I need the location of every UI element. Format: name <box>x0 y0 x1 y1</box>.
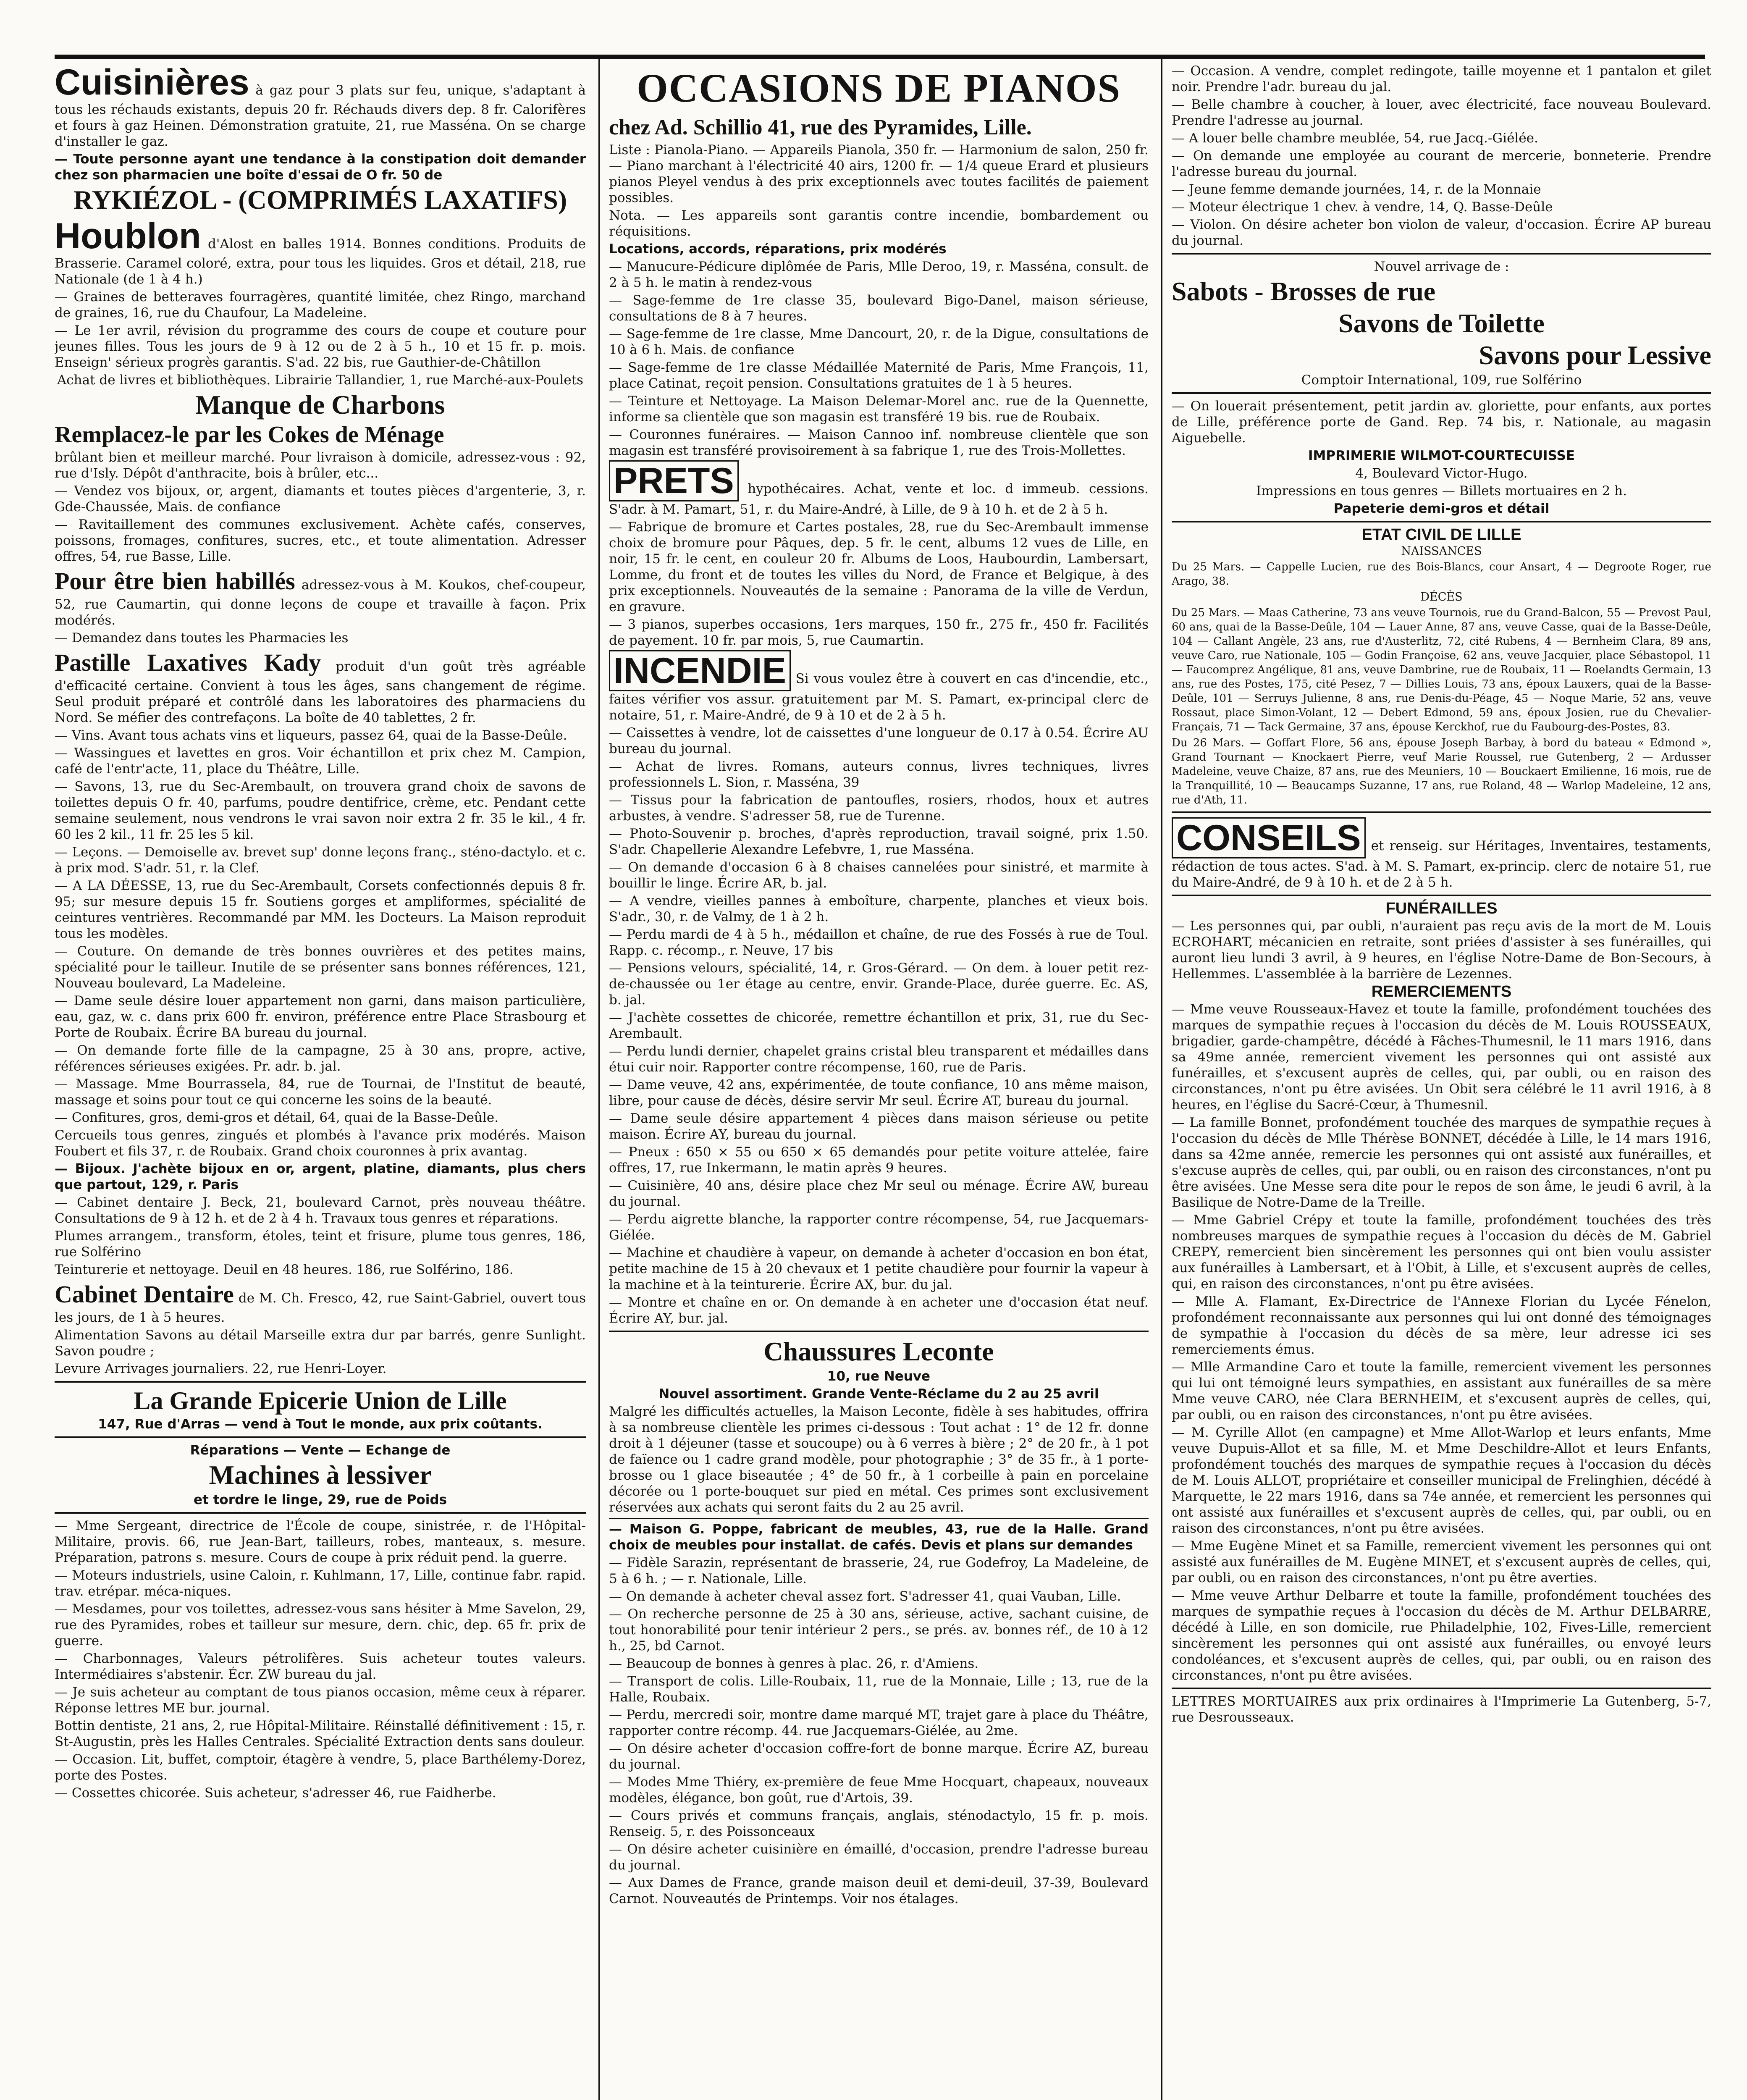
ad-tissus: — Tissus pour la fabrication de pantoufles, rosiers, rhodos, houx et autres arbustes, à vendre. S'adresser 58, rue de Turenne. <box>609 793 1149 824</box>
ad-achat-livres: — Achat de livres. Romans, auteurs connus, livres techniques, livres professionnels L. Sion, r. Masséna, 39 <box>609 759 1149 790</box>
ad-cossettes: — J'achète cossettes de chicorée, remettre échantillon et prix, 31, rue du Sec-Arembault. <box>609 1010 1149 1041</box>
ad-savons: — Savons, 13, rue du Sec-Arembault, on trouvera grand choix de savons de toilettes depuis O fr. 40, parfums, poudre dentifrice, crème, etc. Pendant cette semaine seulement, nous vendrons le vrai savon noir extra 2 fr. 35 le kil., 4 fr. 60 les 2 kil., 11 fr. 25 les 5 kil. <box>55 779 586 842</box>
divider <box>55 1381 586 1383</box>
ad-body: et renseig. sur Héritages, Inventaires, testaments, rédaction de tous actes. S'ad. à M. S. Pamart, ex-princip. clerc de notaire 51, rue du Maire-André, de 9 à 10 h. et de 2 à 5 h. <box>1172 838 1711 890</box>
remerciement-8: — Mme veuve Arthur Delbarre et toute la famille, profondément touchées des marques de sympathie reçues à l'occasion du décès de M. Arthur DELBARRE, décédé à Lille, en son domicile, rue Philadelphie, 102, Fives-Lille, remercient sincèrement les personnes qui ont assisté aux funérailles, ou envoyé leurs condoléances, et s'excusent auprès de celles, qui, par oubli, ou en raison des circonstances, n'ont pu être avisées. <box>1172 1588 1711 1683</box>
remerciement-6: — M. Cyrille Allot (en campagne) et Mme Allot-Warlop et leurs enfants, Mme veuve Dupuis-Allot et sa fille, M. et Mme Deschildre-Allot et leurs Enfants, profondément touchés des marques de sympathie reçues à l'occasion du décès de M. Louis ALLOT, propriétaire et conseiller municipal de Frelinghien, décédé à Marquette, le 22 mars 1916, dans sa 74e année, et remercient les personnes qui ont assisté aux funérailles et s'excusent auprès de celles, qui, par oubli, ou en raison des circonstances, n'ont pu être avisées. <box>1172 1425 1711 1536</box>
ad-prets <box>609 460 1149 517</box>
etat-civil-heading: ETAT CIVIL DE LILLE <box>1361 526 1521 543</box>
ad-cokes-heading: Remplacez-le par les Cokes de Ménage <box>55 422 444 448</box>
ad-pharmacies: — Demandez dans toutes les Pharmacies les <box>55 630 349 646</box>
ad-cours: — Cours privés et communs français, anglais, sténodactylo, 15 fr. p. mois. Renseig. 5, r. des Poissonceaux <box>609 1808 1149 1839</box>
ad-body: Si vous voulez être à couvert en cas d'incendie, etc., faites vérifier vos assur. gratuitement par M. S. Pamart, ex-principal clerc de notaire, 51, r. Maire-André, de 9 à 10 et de 2 à 5 h. <box>609 671 1149 723</box>
ad-sage-femme-2: — Sage-femme de 1re classe, Mme Dancourt, 20, r. de la Digue, consultations de 10 à 6 h. Mais. de confiance <box>609 326 1149 357</box>
ad-levure: Levure Arrivages journaliers. 22, rue Henri-Loyer. <box>55 1361 387 1376</box>
ad-body: de M. Ch. Fresco, 42, rue Saint-Gabriel, ouvert tous les jours, de 1 à 5 heures. <box>55 1291 586 1325</box>
ad-personne: — On recherche personne de 25 à 30 ans, sérieuse, active, sachant cuisine, de tout honorabilité pour tenir intérieur 2 pers., se prés. av. bonnes réf., de 10 à 12 h., 25, bd Carnot. <box>609 1606 1149 1654</box>
ad-body: adressez-vous à M. Koukos, chef-coupeur, 52, rue Caumartin, qui donne leçons de coupe et travaille à façon. Prix modérés. <box>55 578 586 628</box>
ad-body: produit d'un goût très agréable d'efficacité certaine. Convient à tous les âges, sans changement de régime. Seul produit préparé et contrôlé dans les laboratoires des pharmaciens du Nord. Se méfier des contrefaçons. La boîte de 40 tablettes, 2 fr. <box>55 659 586 725</box>
divider <box>55 1512 586 1514</box>
ad-epicerie-heading: La Grande Epicerie Union de Lille <box>134 1387 507 1415</box>
ad-charbons-heading: Manque de Charbons <box>195 390 445 420</box>
ad-bijoux: — Vendez vos bijoux, or, argent, diamants et toutes pièces d'argenterie, 3, r. Gde-Chaussée, Mais. de confiance <box>55 483 586 514</box>
ad-pianos-3: — 3 pianos, superbes occasions, 1ers marques, 150 fr., 275 fr., 450 fr. Facilités de payement. 10 fr. par mois, 5, rue Caumartin. <box>609 617 1149 648</box>
ad-coffre: — On désire acheter d'occasion coffre-fort de bonne marque. Écrire AZ, bureau du journal. <box>609 1741 1149 1772</box>
divider <box>1172 253 1711 255</box>
ad-habilles <box>55 566 586 628</box>
ad-body: hypothécaires. Achat, vente et loc. d immeub. cessions. S'adr. à M. Pamart, 51, r. du Maire-André, à Lille, de 9 à 10 h. et de 2 à 5 h. <box>609 481 1149 517</box>
ad-moteurs: — Moteurs industriels, usine Caloin, r. Kuhlmann, 17, Lille, continue fabr. rapid. trav. etrépar. méca-niques. <box>55 1568 586 1599</box>
ad-dame: — Dame seule désire louer appartement non garni, dans maison particulière, eau, gaz, w. c. dans prix 600 fr. environ, préférence entre Place Strasbourg et Porte de Roubaix. Écrire BA bureau du journal. <box>55 993 586 1040</box>
ad-cossettes: — Cossettes chicorée. Suis acheteur, s'adresser 46, rue Faidherbe. <box>55 1785 496 1801</box>
ad-manucure: — Manucure-Pédicure diplômée de Paris, Mlle Deroo, 19, r. Masséna, consult. de 2 à 5 h. le matin à rendez-vous <box>609 259 1149 290</box>
ad-couture: — Couture. On demande de très bonnes ouvrières et des petites mains, spécialité pour le tailleur. Inutile de se présenter sans bonnes références, 121, Nouveau boulevard, La Madeleine. <box>55 944 586 991</box>
ad-mesdames: — Mesdames, pour vos toilettes, adressez-vous sans hésiter à Mme Savelon, 29, rue des Pyramides, robes et tailleur sur mesure, dern. chic, dep. 65 fr. prix de guerre. <box>55 1601 586 1648</box>
deces-list-25: Du 25 Mars. — Maas Catherine, 73 ans veuve Tournois, rue du Grand-Balcon, 55 — Prevost Paul, 60 ans, quai de la Basse-Deûle, 104 — Lauer Anne, 87 ans, veuve Casse, quai de la Basse-Deûle, 104 — Callant Angèle, 23 ans, rue d'Austerlitz, 72, cité Rubens, 4 — Bernheim Clara, 89 ans, veuve Caro, rue Nationale, 105 — Godin Françoise, 62 ans, veuve Jacquier, place Sébastopol, 11 — Faucomprez Angélique, 81 ans, veuve Dambrine, rue de Roubaix, 11 — Roelandts Germain, 13 ans, rue des Postes, 175, cité Pesez, 7 — Dillies Louis, 73 ans, époux Lauxers, quai de la Basse-Deûle, 101 — Serruys Julienne, 8 ans, rue Denis-du-Péage, 45 — Noque Marie, 52 ans, veuve Rossaut, place Simon-Volant, 12 — Debert Edmond, 59 ans, époux Josien, rue du Chevalier-Français, 71 — Tack Germaine, 37 ans, épouse Kerckhof, rue du Faubourg-des-Postes, 83. <box>1172 606 1711 733</box>
remerciement-7: — Mme Eugène Minet et sa Famille, remercient vivement les personnes qui ont assisté aux funérailles de M. Eugène MINET, et s'excusent auprès de celles, qui, par oubli, ou en raison des circonstances, n'ont pu être averties. <box>1172 1538 1711 1586</box>
ad-moteur: — Moteur électrique 1 chev. à vendre, 14, Q. Basse-Deûle <box>1172 200 1553 215</box>
ad-sarazin: — Fidèle Sarazin, représentant de brasserie, 24, rue Godefroy, La Madeleine, de 5 à 6 h. ; — r. Nationale, Lille. <box>609 1555 1149 1586</box>
divider <box>1172 392 1711 394</box>
deces-heading: DÉCÈS <box>1420 591 1463 604</box>
ad-employee: — On demande une employée au courant de mercerie, bonneterie. Prendre l'adresse bureau du journal. <box>1172 148 1711 179</box>
ad-locations: Locations, accords, réparations, prix modérés <box>609 242 947 257</box>
ad-teinturerie: Teinturerie et nettoyage. Deuil en 48 heures. 186, rue Solférino, 186. <box>55 1262 514 1277</box>
funerailles-heading: FUNÉRAILLES <box>1385 900 1498 917</box>
ad-body: à gaz pour 3 plats sur feu, unique, s'adaptant à tous les réchauds existants, depuis 20 fr. Réchauds divers dep. 8 fr. Calorifères et fours à gaz Heinen. Démonstration gratuite, 21, rue Masséna. On se charge d'installer le gaz. <box>55 83 586 149</box>
ad-chaussures-address: 10, rue Neuve <box>827 1369 931 1384</box>
ad-cokes-body: brûlant bien et meilleur marché. Pour livraison à domicile, adressez-vous : 92, rue d'Isly. Dépôt d'anthracite, bois à brûler, etc... <box>55 450 586 481</box>
ad-houblon <box>55 217 586 287</box>
ad-bijoux-2: — Bijoux. J'achète bijoux en or, argent, platine, diamants, plus chers que partout, 129, r. Paris <box>55 1161 586 1192</box>
ad-perdu-4: — Perdu, mercredi soir, montre dame marqué MT, trajet gare à place du Théâtre, rapporter contre récomp. 44. rue Jacquemars-Giélée, au 2me. <box>609 1707 1149 1738</box>
ad-chambre: — Belle chambre à coucher, à louer, avec électricité, face nouveau Boulevard. Prendre l'adresse au journal. <box>1172 97 1711 128</box>
ad-violon: — Violon. On désire acheter bon violon de valeur, d'occasion. Écrire AP bureau du journal. <box>1172 217 1711 248</box>
ad-modes: — Modes Mme Thiéry, ex-première de feue Mme Hocquart, chapeaux, nouveaux modèles, élégance, bon goût, rue d'Artois, 39. <box>609 1774 1149 1806</box>
ad-perdu-3: — Perdu aigrette blanche, la rapporter contre récompense, 54, rue Jacquemars-Giélée. <box>609 1212 1149 1243</box>
deces-list-26: Du 26 Mars. — Goffart Flore, 56 ans, épouse Joseph Barbay, à bord du bateau « Edmond », Grand Tournant — Knockaert Pierre, veuf Marie Roussel, rue Gutenberg, 2 — Ardusser Madeleine, veuve Chaize, 87 ans, rue des Meuniers, 10 — Bouckaert Emilienne, 16 mois, rue de la Tranquillité, 10 — Beaucamps Suzanne, 17 ans, rue Roland, 48 — Warlop Madeleine, 12 ans, rue d'Ath, 11. <box>1172 737 1711 806</box>
ad-beaucoup: — Beaucoup de bonnes à genres à plac. 26, r. d'Amiens. <box>609 1656 979 1671</box>
ad-perdu-1: — Perdu mardi de 4 à 5 h., médaillon et chaîne, de rue des Fossés à rue de Toul. Rapp. c. récomp., r. Neuve, 17 bis <box>609 927 1149 958</box>
ad-reparations: Réparations — Vente — Echange de <box>190 1443 451 1458</box>
ad-machines-body: et tordre le linge, 29, rue de Poids <box>193 1492 447 1507</box>
ad-body: d'Alost en balles 1914. Bonnes conditions. Produits de Brasserie. Caramel coloré, extra, pour tous les liquides. Gros et détail, 218, rue Nationale (de 1 à 4 h.) <box>55 236 586 287</box>
ad-heading: CONSEILS <box>1172 817 1366 858</box>
ad-schillio: chez Ad. Schillio 41, rue des Pyramides, Lille. <box>609 116 1032 139</box>
ad-kady <box>55 648 586 726</box>
ad-pneux: — Pneux : 650 × 55 ou 650 × 65 demandés pour petite voiture attelée, faire offres, 17, rue Inkermann, le matin après 9 heures. <box>609 1144 1149 1176</box>
ad-pianos-heading: OCCASIONS DE PIANOS <box>637 66 1121 110</box>
ad-sage-femme-3: — Sage-femme de 1re classe Médaillée Maternité de Paris, Mme François, 11, place Catinat, reçoit pension. Consultations gratuites de 1 à 5 heures. <box>609 360 1149 391</box>
ad-papeterie: Papeterie demi-gros et détail <box>1333 501 1550 516</box>
ad-sabots-intro: Nouvel arrivage de : <box>1374 259 1509 274</box>
ad-pianos-body: Liste : Pianola-Piano. — Appareils Pianola, 350 fr. — Harmonium de salon, 250 fr. — Piano marchant à l'électricité 40 airs, 1200 fr. — 1/4 queue Erard et plusieurs pianos Pleyel vendus à des prix exceptionnels avec toutes facilités de paiement possibles. <box>609 142 1149 205</box>
ad-deesse: — A LA DÉESSE, 13, rue du Sec-Arembault, Corsets confectionnés depuis 8 fr. 95; sur mesure depuis 15 fr. Soutiens gorges et ampliformes, spécialité de ceintures ventrières. Recommandé par MM. les Docteurs. La Maison reproduit tous les modèles. <box>55 878 586 941</box>
ad-montre: — Montre et chaîne en or. On demande à en acheter une d'occasion état neuf. Écrire AY, bur. jal. <box>609 1295 1149 1326</box>
ad-confitures: — Confitures, gros, demi-gros et détail, 64, quai de la Basse-Deûle. <box>55 1110 499 1125</box>
ad-heading: PRETS <box>609 460 739 501</box>
column-2 <box>598 59 1149 2100</box>
remerciements-heading: REMERCIEMENTS <box>1371 983 1512 1000</box>
funerailles-body: — Les personnes qui, par oubli, n'auraient pas reçu avis de la mort de M. Louis ECROHART, mécanicien en retraite, sont priées d'assister à ses funérailles, qui auront lieu lundi 3 avril, à 9 heures, en l'église Notre-Dame de Bon-Secours, à Hellemmes. L'assemblée à la barrière de Lezennes. <box>1172 919 1711 982</box>
ad-plumes: Plumes arrangem., transform, étoles, teint et frisure, plume tous genres, 186, rue Solférino <box>55 1228 586 1260</box>
ad-nota: Nota. — Les appareils sont garantis contre incendie, bombardement ou réquisitions. <box>609 208 1149 239</box>
remerciement-4: — Mlle A. Flamant, Ex-Directrice de l'Annexe Florian du Lycée Fénelon, profondément reconnaissante aux personnes qui lui ont donné des témoignages de sympathie à l'occasion du décès de sa mère, leur adresse ici ses remerciements émus. <box>1172 1294 1711 1357</box>
naissances-list: Du 25 Mars. — Cappelle Lucien, rue des Bois-Blancs, cour Ansart, 4 — Degroote Roger, rue Arago, 38. <box>1172 561 1711 588</box>
ad-wassingues: — Wassingues et lavettes en gros. Voir échantillon et prix chez M. Campion, café de l'entr'acte, 11, place du Théâtre, Lille. <box>55 746 586 777</box>
columns <box>55 55 1711 2100</box>
ad-dame-seule: — Dame seule désire appartement 4 pièces dans maison sérieuse ou petite maison. Écrire AY, bureau du journal. <box>609 1111 1149 1142</box>
ad-alimentation: Alimentation Savons au détail Marseille extra dur par barrés, genre Sunlight. Savon poudre ; <box>55 1328 586 1359</box>
column-1 <box>55 59 586 2100</box>
ad-cheval: — On demande à acheter cheval assez fort. S'adresser 41, quai Vauban, Lille. <box>609 1589 1121 1604</box>
ad-louer: — A louer belle chambre meublée, 54, rue Jacq.-Giélée. <box>1172 131 1538 146</box>
ad-incendie <box>609 650 1149 723</box>
ad-lettres-mortuaires: LETTRES MORTUAIRES aux prix ordinaires à l'Imprimerie La Gutenberg, 5-7, rue Desrousseaux. <box>1172 1694 1711 1725</box>
ad-revision: — Le 1er avril, révision du programme des cours de coupe et couture pour jeunes filles. Tous les jours de 9 à 12 ou de 2 à 5 h., 10 et 15 fr. p. mois. Enseign' sérieux progrès garantis. S'ad. 22 bis, rue Gauthier-de-Châtillon <box>55 323 586 370</box>
ad-epicerie-body: 147, Rue d'Arras — vend à Tout le monde, aux prix coûtants. <box>98 1417 543 1432</box>
ad-heading: Houblon <box>55 216 201 256</box>
ad-occasion-lit: — Occasion. Lit, buffet, comptoir, étagère à vendre, 5, place Barthélemy-Dorez, porte des Postes. <box>55 1752 586 1783</box>
ad-machines-heading: Machines à lessiver <box>209 1460 432 1490</box>
ad-savons-lessive: Savons pour Lessive <box>1479 340 1711 370</box>
ad-heading: Pastille Laxatives Kady <box>55 649 321 676</box>
ad-couronnes: — Couronnes funéraires. — Maison Cannoo inf. nombreuse clientèle que son magasin est transféré provisoirement à sa fabrique 1, rue des Trois-Mollettes. <box>609 427 1149 458</box>
ad-vendre: — A vendre, vieilles pannes à emboîture, charpente, planches et vieux bois. S'adr., 30, r. de Valmy, de 1 à 2 h. <box>609 893 1149 924</box>
ad-graines: — Graines de betteraves fourragères, quantité limitée, chez Ringo, marchand de graines, 16, rue du Chaufour, La Madeleine. <box>55 289 586 320</box>
divider <box>1172 811 1711 813</box>
ad-cabinet-fresco <box>55 1279 586 1326</box>
ad-fabrique: — Fabrique de bromure et Cartes postales, 28, rue du Sec-Arembault immense choix de bromure pour Pâques, dep. 5 fr. le cent, albums 12 vues de Lille, en noir, 15 fr. le cent, en couleur 20 fr. Albums de Loos, Haubourdin, Lambersart, Lomme, du front et de toutes les villes du Nord, de France et Belgique, à des prix exceptionnels. Nouveautés de la semaine : Panorama de la ville de Verdun, en gravure. <box>609 520 1149 614</box>
ad-constipation: — Toute personne ayant une tendance à la constipation doit demander chez son pharmacien une boîte d'essai de O fr. 50 de <box>55 152 586 183</box>
ad-piano-achat: — Je suis acheteur au comptant de tous pianos occasion, même ceux à réparer. Réponse lettres ME bur. journal. <box>55 1685 586 1716</box>
ad-cuisiniere-2: — On désire acheter cuisinière en émaillé, d'occasion, prendre l'adresse bureau du journal. <box>609 1842 1149 1873</box>
ad-impressions: Impressions en tous genres — Billets mortuaires en 2 h. <box>1256 483 1627 499</box>
ad-charbonnages: — Charbonnages, Valeurs pétrolifères. Suis acheteur toutes valeurs. Intermédiaires s'abstenir. Écr. ZW bureau du jal. <box>55 1651 586 1682</box>
ad-louerait: — On louerait présentement, petit jardin av. gloriette, pour enfants, aux portes de Lille, préférence porte de Gand. Rep. 74 bis, r. Nationale, au magasin Aiguebelle. <box>1172 399 1711 446</box>
ad-cuisinieres <box>55 63 586 150</box>
ad-achat-livres: Achat de livres et bibliothèques. Librairie Tallandier, 1, rue Marché-aux-Poulets <box>57 373 584 388</box>
remerciement-3: — Mme Gabriel Crépy et toute la famille, profondément touchées des très nombreuses marques de sympathie reçues à l'occasion du décès de M. Gabriel CREPY, remercient bien sincèrement les personnes qui ont bien voulu assister aux funérailles à Lambersart, et à l'Obit, à Lille, et s'excusent auprès de celles, qui, en raison des circonstances, n'ont pu être avisées. <box>1172 1213 1711 1292</box>
divider <box>1172 1688 1711 1689</box>
naissances-heading: NAISSANCES <box>1401 545 1482 558</box>
ad-sabots: Sabots - Brosses de rue <box>1172 276 1436 306</box>
ad-sage-femme-1: — Sage-femme de 1re classe 35, boulevard Bigo-Danel, maison sérieuse, consultations de 8 à 7 heures. <box>609 293 1149 324</box>
ad-chaises: — On demande d'occasion 6 à 8 chaises cannelées pour sinistré, et marmite à bouillir le linge. Écrire AR, b. jal. <box>609 860 1149 891</box>
ad-machine: — Machine et chaudière à vapeur, on demande à acheter d'occasion en bon état, petite machine de 15 à 20 chevaux et 1 petite chaudière pour fournir la vapeur à la machine et à la teinturerie. Écrire AX, bur. du jal. <box>609 1245 1149 1292</box>
divider <box>609 1518 1149 1519</box>
ad-cuisiniere: — Cuisinière, 40 ans, désire place chez Mr seul ou ménage. Écrire AW, bureau du journal. <box>609 1178 1149 1209</box>
ad-dame-veuve: — Dame veuve, 42 ans, expérimentée, de toute confiance, 10 ans même maison, libre, pour cause de décès, désire servir Mr seul. Écrire AT, bureau du journal. <box>609 1077 1149 1108</box>
ad-pensions: — Pensions velours, spécialité, 14, r. Gros-Gérard. — On dem. à louer petit rez-de-chaussée ou 1er étage au centre, envir. Grande-Place, durée guerre. Ec. AS, b. jal. <box>609 961 1149 1008</box>
ad-jeune: — Jeune femme demande journées, 14, r. de la Monnaie <box>1172 182 1541 197</box>
ad-chaussures-sub: Nouvel assortiment. Grande Vente-Réclame du 2 au 25 avril <box>658 1386 1099 1402</box>
ad-heading: Cabinet Dentaire <box>55 1281 234 1308</box>
ad-cercueils: Cercueils tous genres, zingués et plombés à l'avance prix modérés. Maison Foubert et fils 37, r. de Roubaix. Grand choix couronnes à prix avantag. <box>55 1128 586 1159</box>
ad-heading: Cuisinières <box>55 62 249 102</box>
divider <box>1172 521 1711 522</box>
ad-photo: — Photo-Souvenir p. broches, d'après reproduction, travail soigné, prix 1.50. S'adr. Chapellerie Alexandre Lefebvre, 1, rue Masséna. <box>609 826 1149 857</box>
remerciement-1: — Mme veuve Rousseaux-Havez et toute la famille, profondément touchées des marques de sympathie reçues à l'occasion du décès de M. Louis ROUSSEAUX, brigadier, garde-champêtre, décédé à Fâches-Thumesnil, le 11 mars 1916, dans sa 49me année, remercient vivement les personnes qui ont assisté aux funérailles, et s'excusent auprès de celles, qui, par oubli, ou en raison des circonstances, n'ont pu être avisées. Un Obit sera célébré le 11 avril 1916, à 8 heures, en l'église du Sacré-Cœur, à Thumesnil. <box>1172 1002 1711 1113</box>
ad-comptoir: Comptoir International, 109, rue Solférino <box>1301 373 1582 388</box>
ad-conseils <box>1172 817 1711 890</box>
ad-forte-fille: — On demande forte fille de la campagne, 25 à 30 ans, propre, active, références sérieuses exigées. Pr. adr. b. jal. <box>55 1043 586 1074</box>
ad-occasion: — Occasion. A vendre, complet redingote, taille moyenne et 1 pantalon et gilet noir. Prendre l'adr. bureau du jal. <box>1172 63 1711 94</box>
ad-lecons: — Leçons. — Demoiselle av. brevet sup' donne leçons franç., sténo-dactylo. et c. à prix mod. S'adr. 51, r. la Clef. <box>55 845 586 876</box>
ad-sergeant: — Mme Sergeant, directrice de l'École de coupe, sinistrée, r. de l'Hôpital-Militaire, provis. 66, rue Jean-Bart, tailleurs, robes, manteaux, s. mesure. Préparation, patrons s. mesure. Cours de coupe à prix réduit pend. la guerre. <box>55 1518 586 1565</box>
column-3 <box>1161 59 1711 2100</box>
divider <box>1172 895 1711 896</box>
ad-vins: — Vins. Avant tous achats vins et liqueurs, passez 64, quai de la Basse-Deûle. <box>55 728 567 743</box>
ad-cabinet-dentaire: — Cabinet dentaire J. Beck, 21, boulevard Carnot, près nouveau théâtre. Consultations de 9 à 12 h. et de 2 à 4 h. Travaux tous genres et réparations. <box>55 1195 586 1226</box>
divider <box>609 1331 1149 1332</box>
ad-caissettes: — Caissettes à vendre, lot de caissettes d'une longueur de 0.17 à 0.54. Écrire AU bureau du journal. <box>609 725 1149 756</box>
remerciement-5: — Mlle Armandine Caro et toute la famille, remercient vivement les personnes qui lui ont témoigné leurs sympathies, en assistant aux funérailles de sa mère Mme veuve CARO, née Clara BERNHEIM, et s'excusent auprès de celles, qui, par oubli, ou en raison des circonstances, n'ont pu être avisées. <box>1172 1360 1711 1423</box>
ad-ravitaillement: — Ravitaillement des communes exclusivement. Achète cafés, conserves, poissons, fromages, confitures, sucres, etc., et toute alimentation. Adresser offres, 54, rue Basse, Lille. <box>55 517 586 564</box>
ad-poppe: — Maison G. Poppe, fabricant de meubles, 43, rue de la Halle. Grand choix de meubles pour installat. de cafés. Devis et plans sur demandes <box>609 1522 1149 1553</box>
ad-bottin: Bottin dentiste, 21 ans, 2, rue Hôpital-Militaire. Réinstallé définitivement : 15, r. St-Augustin, près les Halles Centrales. Spécialité Extraction dents sans douleur. <box>55 1718 586 1749</box>
ad-chaussures-heading: Chaussures Leconte <box>763 1336 994 1366</box>
divider <box>55 1436 586 1438</box>
ad-transport: — Transport de colis. Lille-Roubaix, 11, rue de la Monnaie, Lille ; 13, rue de la Halle, Roubaix. <box>609 1674 1149 1705</box>
ad-chaussures-body: Malgré les difficultés actuelles, la Maison Leconte, fidèle à ses habitudes, offrira à sa nombreuse clientèle les primes ci-dessous : Tout achat : 1° de 12 fr. donne droit à 1 déjeuner (tasse et soucoupe) ou à 6 verres à bière ; 2° de 20 fr., à 1 pot de faïence ou 1 cadre grand modèle, pour photographie ; 3° de 35 fr., à 1 porte-brosse ou 1 glace biseautée ; 4° de 50 fr., à 1 corbeille à pain en porcelaine décorée ou 1 porte-bouquet sur pied en métal. Ces primes sont exclusivement réservées aux achats qui seront faits du 2 au 25 avril. <box>609 1404 1149 1515</box>
ad-savons-toilette: Savons de Toilette <box>1338 308 1545 338</box>
ad-heading: INCENDIE <box>609 650 791 691</box>
ad-teinture: — Teinture et Nettoyage. La Maison Delemar-Morel anc. rue de la Quennette, informe sa clientèle que son magasin est transféré 19 bis. rue de Roubaix. <box>609 394 1149 425</box>
ad-imprimerie: IMPRIMERIE WILMOT-COURTECUISSE <box>1308 448 1575 463</box>
remerciement-2: — La famille Bonnet, profondément touchée des marques de sympathie reçues à l'occasion du décès de Mlle Thérèse BONNET, décédée à Lille, le 14 mars 1916, dans sa 42me année, remercie les personnes qui ont assisté aux funérailles, et s'excuse auprès de celles, qui, par oubli, ou en raison des circonstances, n'ont pu être avisées. Une Messe sera dite pour le repos de son âme, le jeudi 6 avril, à la Basilique de Notre-Dame de la Treille. <box>1172 1115 1711 1210</box>
ad-imprimerie-address: 4, Boulevard Victor-Hugo. <box>1355 466 1528 481</box>
ad-perdu-2: — Perdu lundi dernier, chapelet grains cristal bleu transparent et médailles dans étui cuir noir. Rapporter contre récompense, 160, rue de Paris. <box>609 1044 1149 1075</box>
ad-massage: — Massage. Mme Bourrassela, 84, rue de Tournai, de l'Institut de beauté, massage et soins pour tout ce qui concerne les soins de la beauté. <box>55 1076 586 1108</box>
ad-heading: Pour être bien habillés <box>55 567 295 595</box>
ad-dames-france: — Aux Dames de France, grande maison deuil et demi-deuil, 37-39, Boulevard Carnot. Nouveautés de Printemps. Voir nos étalages. <box>609 1875 1149 1906</box>
ad-rykiezol: RYKIÉZOL - (COMPRIMÉS LAXATIFS) <box>73 185 567 215</box>
